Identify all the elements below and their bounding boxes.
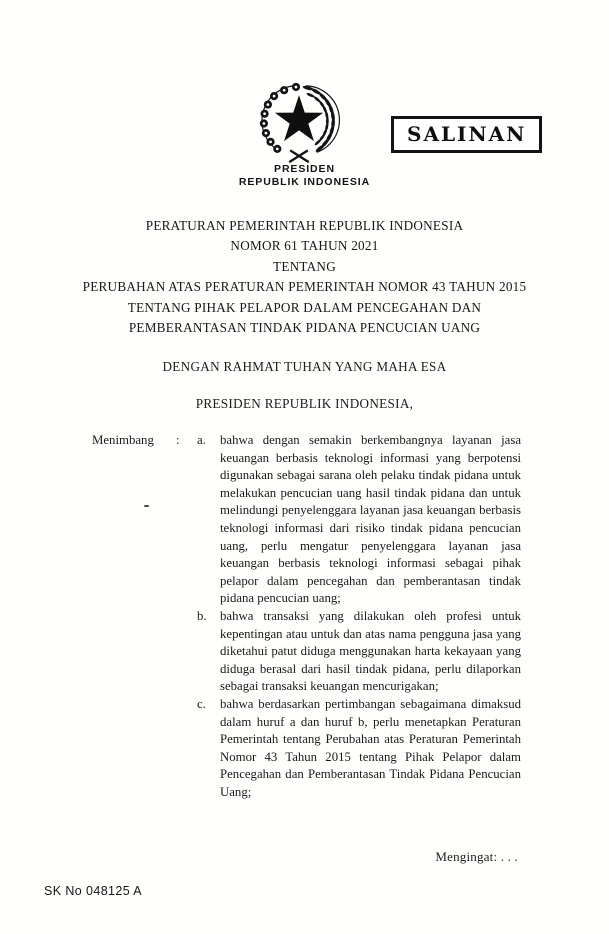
item-text-a: bahwa dengan semakin berkembangnya layanan jasa keuangan berbasis teknologi informasi yang berpotensi digunakan sebagai sarana oleh pelaku tindak pidana untuk melakukan pencucian uang hasil tindak pidana dan untuk melindungi penyelenggara layanan jasa keuangan berbasis teknologi informasi dari risiko tindak pidana pencucian uang, perlu mengatur penyelenggara layanan jasa keuangan berbasis teknologi informasi sebagai pihak pelapor dalam pencegahan dan pemberantasan tindak pidana pencucian uang;: [220, 433, 521, 606]
considering-item-a: [92, 432, 522, 608]
salinan-copy-stamp: SALINAN: [391, 116, 542, 153]
title-line-5: TENTANG PIHAK PELAPOR DALAM PENCEGAHAN DAN: [127, 299, 482, 315]
star-wreath-icon: [255, 82, 343, 168]
scan-artifact-mark: [144, 505, 149, 507]
title-line-4: PERUBAHAN ATAS PERATURAN PEMERINTAH NOMOR 43 TAHUN 2015: [82, 279, 527, 295]
enacting-authority-line: PRESIDEN REPUBLIK INDONESIA,: [195, 396, 414, 411]
considering-item-b: [92, 608, 522, 696]
letterhead-republik-indonesia: REPUBLIK INDONESIA: [238, 176, 371, 188]
title-line-2: NOMOR 61 TAHUN 2021: [230, 238, 379, 254]
star-icon: [275, 95, 323, 141]
invocation-line: DENGAN RAHMAT TUHAN YANG MAHA ESA: [162, 359, 447, 374]
item-marker-c: c.: [197, 696, 206, 711]
considering-section: [92, 432, 522, 801]
page-continuation-catchword: Mengingat: . . .: [435, 849, 518, 864]
title-line-1: PERATURAN PEMERINTAH REPUBLIK INDONESIA: [145, 218, 464, 233]
item-marker-b: b.: [197, 608, 207, 623]
presidential-star-emblem: [255, 82, 343, 168]
title-line-6: PEMBERANTASAN TINDAK PIDANA PENCUCIAN UANG: [128, 320, 481, 336]
item-text-b: bahwa transaksi yang dilakukan oleh profesi untuk kepentingan atau untuk dan atas nama pengguna jasa yang diketahui patut diduga menggunakan harta kekayaan yang diduga berasal dari hasil tindak pidana, perlu dilaporkan sebagai transaksi keuangan mencurigakan;: [220, 608, 521, 694]
archive-number: SK No 048125 A: [44, 884, 143, 898]
considering-label: Menimbang: [92, 433, 154, 447]
considering-colon: :: [176, 433, 180, 447]
item-marker-a: a.: [197, 433, 206, 447]
letterhead-presiden: PRESIDEN: [274, 163, 335, 175]
title-line-3: TENTANG: [273, 258, 336, 274]
regulation-title: [0, 216, 609, 338]
considering-item-c: [92, 696, 522, 802]
letterhead: [0, 163, 609, 189]
item-text-c: bahwa berdasarkan pertimbangan sebagaimana dimaksud dalam huruf a dan huruf b, perlu menetapkan Peraturan Pemerintah tentang Perubahan atas Peraturan Pemerintah Nomor 43 Tahun 2015 tentang Pihak Pelapor dalam Pencegahan dan Pemberantasan Tindak Pidana Pencucian Uang;: [220, 696, 521, 799]
